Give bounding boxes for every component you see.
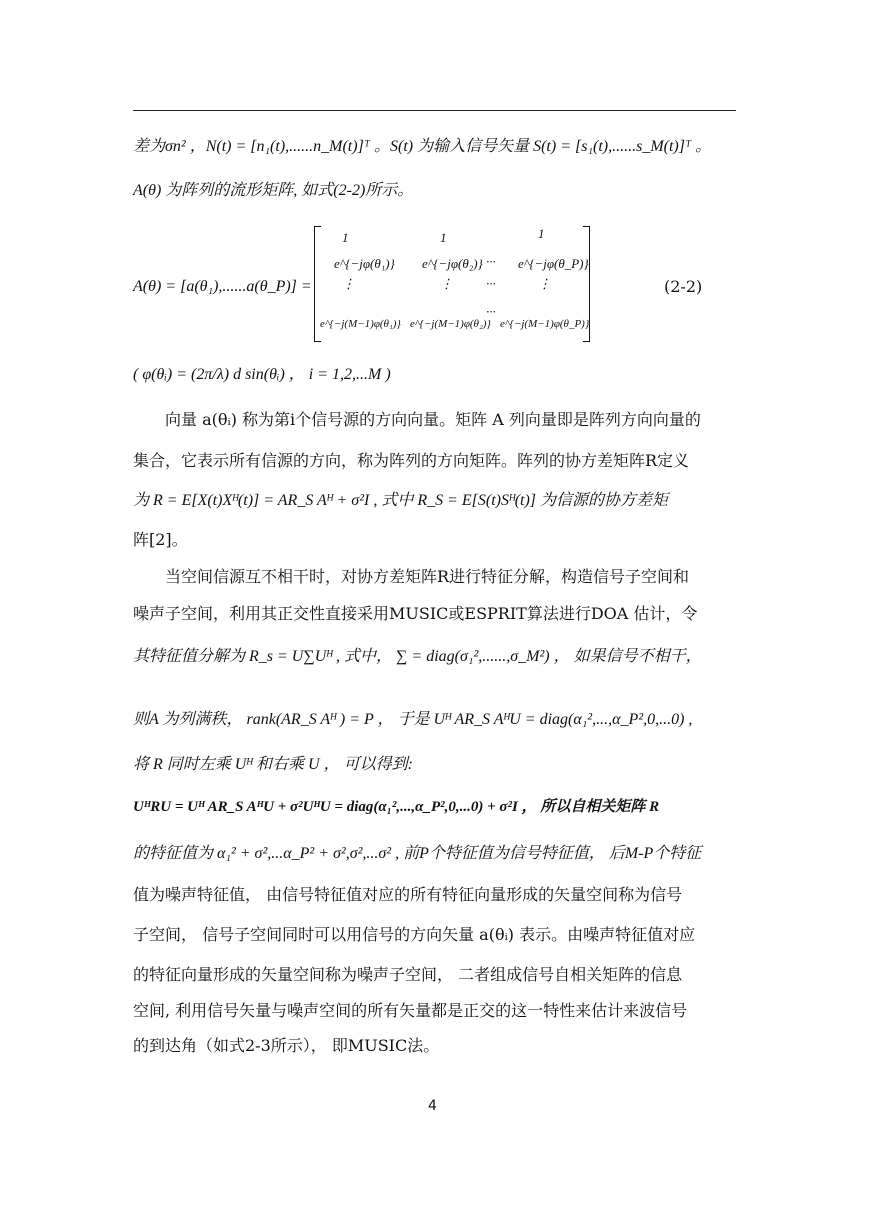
text-line-3: ( φ(θᵢ) = (2π/λ) d sin(θᵢ) ， i = 1,2,...M ) [133, 366, 391, 383]
text-line-19: 的到达角（如式2-3所示）， 即MUSIC法。 [133, 1036, 440, 1055]
equation-lhs: A(θ) = [a(θ₁),......a(θ_P)] = [133, 278, 312, 295]
matrix-r4-dots: ··· [486, 304, 496, 319]
text-line-1: 差为σn² ，N(t) = [n₁(t),......n_M(t)]ᵀ 。S(t) 为输入信号矢量 S(t) = [s₁(t),......s_M(t)]ᵀ 。 [133, 138, 712, 155]
header-rule [133, 110, 736, 111]
text-line-14: 的特征值为 α₁² + σ²,...α_P² + σ²,σ²,...σ² , 前P个特征值为信号特征值， 后M-P个特征 [133, 845, 702, 862]
text-line-18: 空间, 利用信号矢量与噪声空间的所有矢量都是正交的这一特性来估计来波信号 [133, 1001, 688, 1020]
text-line-4: 向量 a(θᵢ) 称为第i个信号源的方向向量。矩阵 A 列向量即是阵列方向向量的 [165, 410, 701, 429]
text-line-13: UᴴRU = Uᴴ AR_S AᴴU + σ²UᴴU = diag(α₁²,...,α_P²,0,...0) + σ²I ， 所以自相关矩阵 R [133, 799, 660, 815]
matrix-r3c3: ··· [486, 276, 496, 291]
matrix-r3c2: ⋮ [440, 276, 453, 291]
text-line-12: 将 R 同时左乘 Uᴴ 和右乘 U ， 可以得到: [133, 756, 413, 773]
equation-number: (2-2) [664, 277, 703, 296]
matrix-r5c2: e^{−j(M−1)φ(θ₂)} [410, 318, 491, 330]
matrix-r2c4: e^{−jφ(θ_P)} [518, 256, 589, 271]
matrix-r3c4: ⋮ [538, 276, 551, 291]
manifold-matrix [314, 226, 590, 342]
text-line-7: 阵[2]。 [133, 530, 188, 549]
text-line-2: A(θ) 为阵列的流形矩阵, 如式(2-2)所示。 [133, 182, 414, 199]
matrix-r1c1: 1 [342, 230, 349, 245]
text-line-6: 为 R = E[X(t)Xᴴ(t)] = AR_S Aᴴ + σ²I , 式中 R_S = E[S(t)Sᴴ(t)] 为信源的协方差矩 [133, 492, 669, 509]
text-line-17: 的特征向量形成的矢量空间称为噪声子空间， 二者组成信号自相关矩阵的信息 [133, 965, 683, 984]
text-line-10: 其特征值分解为 R_s = U∑Uᴴ , 式中， ∑ = diag(σ₁²,......,σ_M²) ， 如果信号不相干， [133, 648, 702, 665]
matrix-r2c3: ··· [486, 254, 496, 269]
text-line-15: 值为噪声特征值， 由信号特征值对应的所有特征向量形成的矢量空间称为信号 [133, 885, 683, 904]
matrix-r5c4: e^{−j(M−1)φ(θ_P)} [500, 318, 590, 330]
matrix-r2c2: e^{−jφ(θ₂)} [422, 256, 483, 271]
page-number: 4 [428, 1098, 437, 1114]
text-line-8: 当空间信源互不相干时，对协方差矩阵R进行特征分解，构造信号子空间和 [165, 567, 690, 586]
matrix-r1c4: 1 [538, 226, 545, 241]
text-line-16: 子空间， 信号子空间同时可以用信号的方向矢量 a(θᵢ) 表示。由噪声特征值对应 [133, 925, 696, 944]
matrix-r1c2: 1 [440, 230, 447, 245]
text-line-11: 则A 为列满秩， rank(AR_S Aᴴ ) = P ， 于是 Uᴴ AR_S AᴴU = diag(α₁²,...,α_P²,0,...0) , [133, 711, 693, 728]
matrix-r2c1: e^{−jφ(θ₁)} [334, 256, 395, 271]
matrix-r5c1: e^{−j(M−1)φ(θ₁)} [320, 318, 401, 330]
text-line-5: 集合，它表示所有信源的方向，称为阵列的方向矩阵。阵列的协方差矩阵R定义 [133, 451, 690, 470]
matrix-r3c1: ⋮ [342, 276, 355, 291]
text-line-9: 噪声子空间，利用其正交性直接采用MUSIC或ESPRIT算法进行DOA 估计，令 [133, 604, 698, 623]
